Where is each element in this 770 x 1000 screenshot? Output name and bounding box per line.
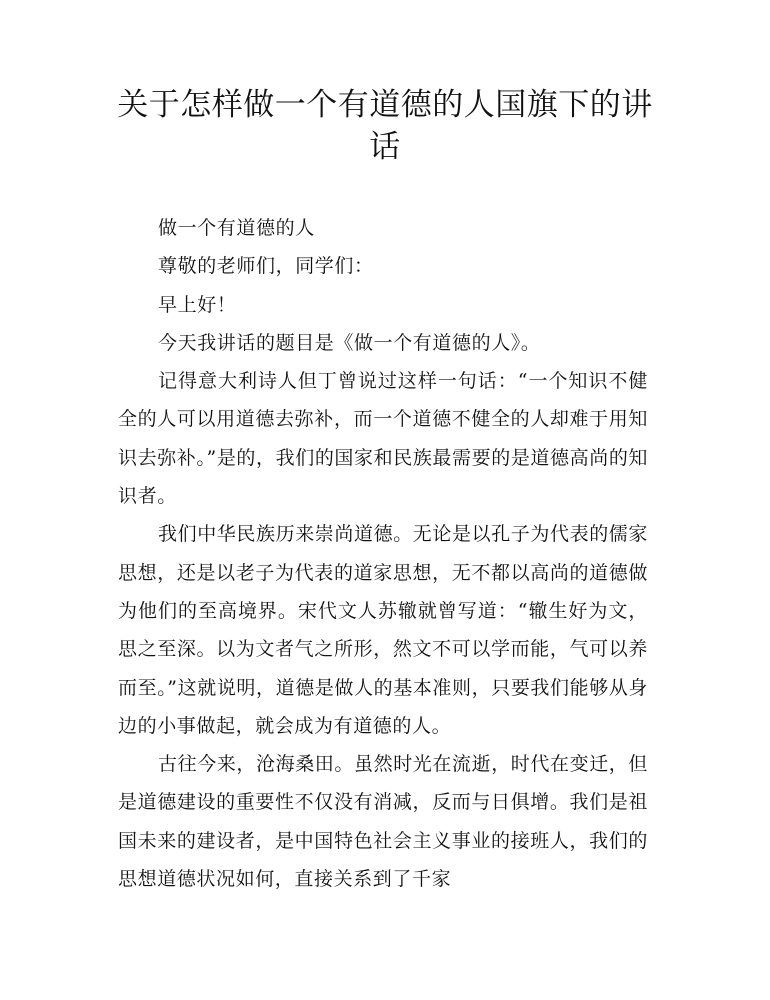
paragraph-topic: 今天我讲话的题目是《做一个有道德的人》。 (158, 331, 541, 354)
paragraph-dante-quote: 记得意大利诗人但丁曾说过这样一句话：“一个知识不健全的人可以用道德去弥补，而一个道德不健全的人却难于用知识去弥补。”是的，我们的国家和民族最需要的是道德高尚的知识者。 (118, 370, 649, 508)
paragraph-subtitle: 做一个有道德的人 (158, 217, 315, 239)
paragraph-moral-construction: 古往今来，沧海桑田。虽然时光在流逝，时代在变迁，但是道德建设的重要性不仅没有消减，反而与日俱增。我们是祖国未来的建设者，是中国特色社会主义事业的接班人，我们的思想道德状况如何，直接关系到了千家 (118, 753, 649, 891)
paragraph-salutation: 尊敬的老师们，同学们： (158, 255, 374, 278)
document-title: 关于怎样做一个有道德的人国旗下的讲话 (117, 87, 653, 165)
paragraph-greeting: 早上好！ (158, 293, 237, 316)
paragraph-chinese-tradition: 我们中华民族历来崇尚道德。无论是以孔子为代表的儒家思想，还是以老子为代表的道家思想，无不都以高尚的道德做为他们的至高境界。宋代文人苏辙就曾写道：“辙生好为文，思之至深。以为文者气之所形，然文不可以学而能，气可以养而至。”这就说明，道德是做人的基本准则，只要我们能够从身边的小事做起，就会成为有道德的人。 (118, 523, 649, 737)
document-body (118, 209, 648, 898)
